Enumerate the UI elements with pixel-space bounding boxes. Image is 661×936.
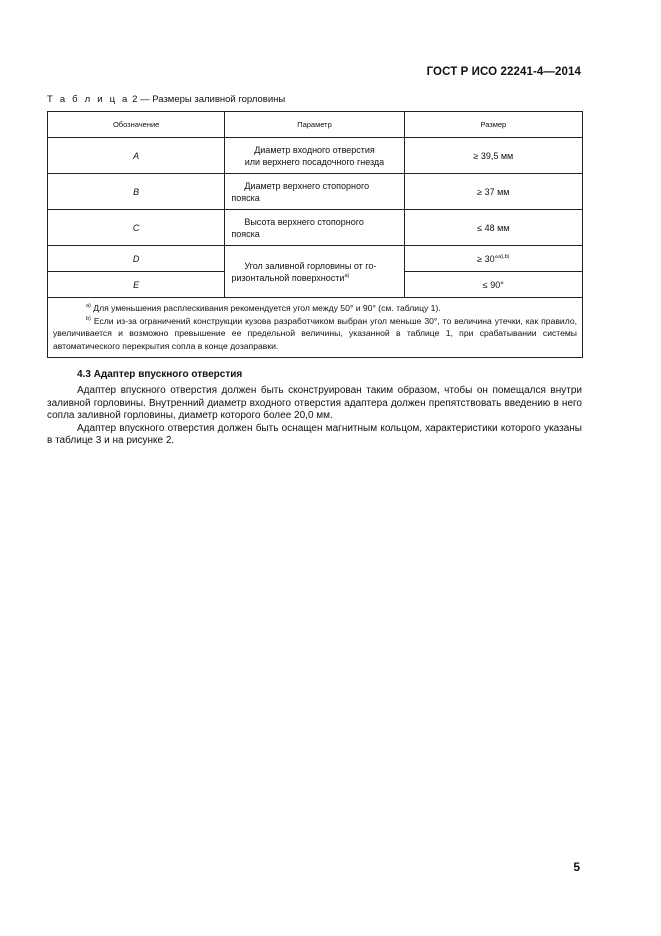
document-code: ГОСТ Р ИСО 22241-4—2014 bbox=[426, 66, 581, 78]
column-header-code: Обозначение bbox=[48, 112, 225, 138]
row-code: A bbox=[48, 138, 225, 174]
table-row bbox=[48, 138, 583, 174]
table-row bbox=[48, 246, 583, 272]
footnote-b bbox=[53, 315, 577, 353]
table-caption-title: 2 — Размеры заливной горловины bbox=[129, 94, 286, 105]
footnote-text: Если из-за ограничений конструкции кузова разработчиком выбран угол меньше 30°, то величина утечки, как правило, увеличивается и возможно превышение ее предельной величины, указанной в таблице 1, при срабатывании системы автоматического перекрытия сопла в конце дозаправки. bbox=[53, 315, 577, 351]
row-size bbox=[404, 246, 582, 272]
row-parameter bbox=[225, 210, 404, 246]
row-size: ≤ 48 мм bbox=[404, 210, 582, 246]
row-parameter bbox=[225, 138, 404, 174]
row-parameter-line2: или верхнего посадочного гнезда bbox=[244, 156, 385, 167]
row-parameter-line2: ризонтальной поверхности bbox=[231, 272, 345, 283]
table-notes-row bbox=[48, 298, 583, 358]
row-size: ≥ 37 мм bbox=[404, 174, 582, 210]
footnote-mark: b) bbox=[86, 315, 91, 322]
row-parameter bbox=[225, 174, 404, 210]
row-code: C bbox=[48, 210, 225, 246]
paragraph: Адаптер впускного отверстия должен быть оснащен магнитным кольцом, характеристики которого указаны в таблице 3 и на рисунке 2. bbox=[47, 422, 582, 447]
paragraph: Адаптер впускного отверстия должен быть сконструирован таким образом, чтобы он помещался внутри заливной горловины. Внутренний диаметр входного отверстия адаптера должен препятствовать введению в него сопла заливной горловины, диаметр которого более 20,0 мм. bbox=[47, 385, 582, 422]
page-number: 5 bbox=[573, 860, 580, 874]
row-parameter-line1: Диаметр верхнего стопорного bbox=[244, 180, 370, 191]
row-code: B bbox=[48, 174, 225, 210]
row-size-value: ≥ 30° bbox=[477, 253, 499, 264]
row-code: D bbox=[48, 246, 225, 272]
footnote-ref: a) bbox=[344, 272, 350, 279]
row-size: ≤ 90° bbox=[404, 272, 582, 298]
row-parameter-line2: пояска bbox=[231, 228, 260, 239]
footnote-ref: a),b) bbox=[498, 253, 510, 260]
table-header-row bbox=[48, 112, 583, 138]
column-header-size: Размер bbox=[404, 112, 582, 138]
footnote-a bbox=[53, 302, 577, 315]
row-size: ≥ 39,5 мм bbox=[404, 138, 582, 174]
column-header-parameter: Параметр bbox=[225, 112, 404, 138]
table-caption-prefix: Т а б л и ц а bbox=[47, 94, 130, 105]
table-row bbox=[48, 210, 583, 246]
row-parameter-line2: пояска bbox=[231, 192, 260, 203]
row-parameter-merged bbox=[225, 246, 404, 298]
row-parameter-line1: Угол заливной горловины от го- bbox=[244, 260, 377, 271]
section-heading: 4.3 Адаптер впускного отверстия bbox=[77, 369, 243, 380]
section-body bbox=[47, 385, 582, 448]
table-notes bbox=[48, 298, 583, 358]
row-code: E bbox=[48, 272, 225, 298]
footnote-text: Для уменьшения расплескивания рекомендуется угол между 50° и 90° (см. таблицу 1). bbox=[90, 303, 441, 313]
row-parameter-line1: Высота верхнего стопорного bbox=[244, 216, 364, 227]
footnote-mark: a) bbox=[86, 303, 91, 309]
row-parameter-line1: Диаметр входного отверстия bbox=[254, 144, 375, 155]
table-row bbox=[48, 174, 583, 210]
table-caption bbox=[47, 94, 285, 105]
dimensions-table bbox=[47, 111, 583, 358]
